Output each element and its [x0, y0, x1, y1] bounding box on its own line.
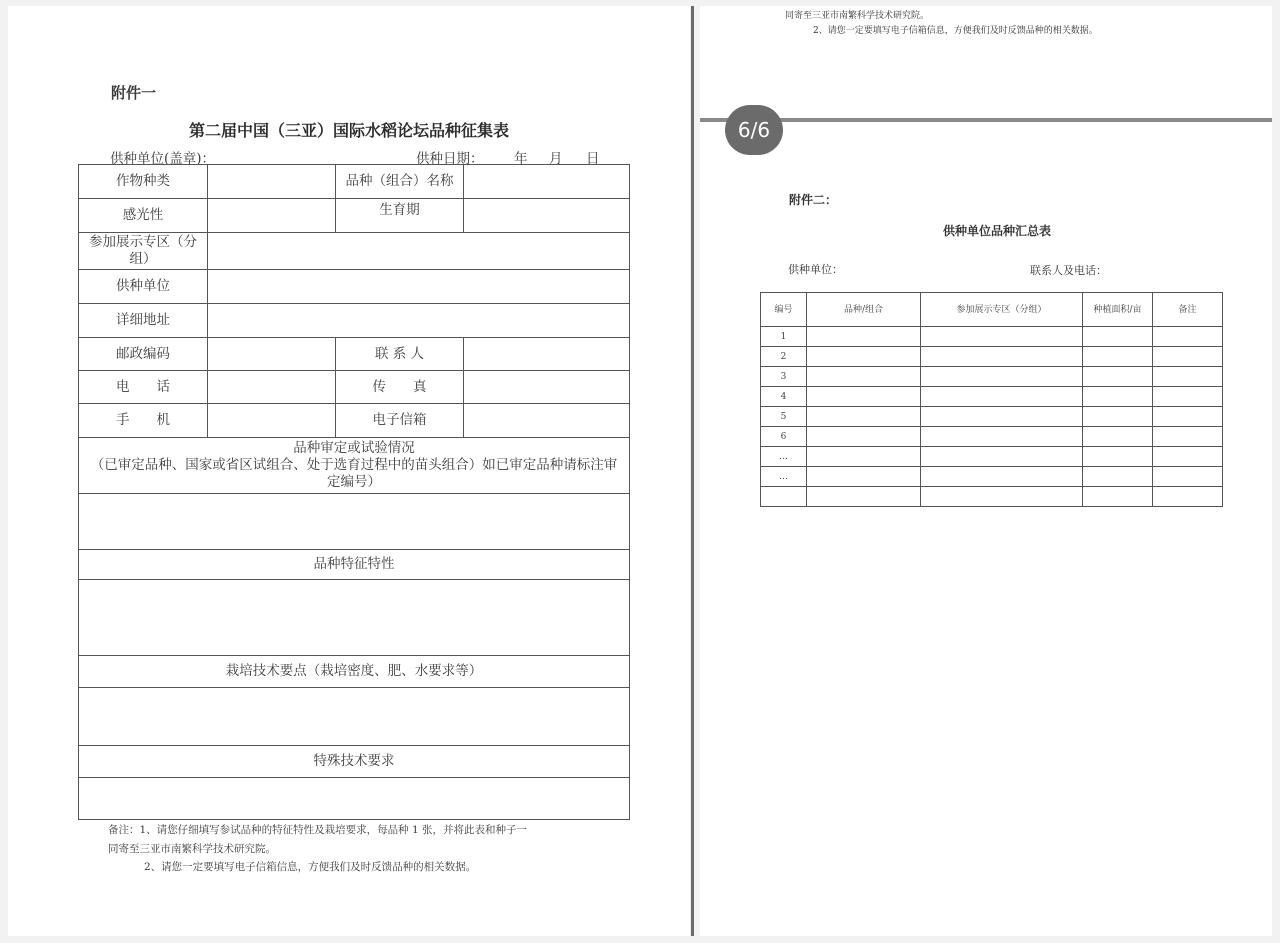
- right-page: [700, 6, 1272, 936]
- special-requirements-field[interactable]: [79, 778, 630, 820]
- summary-contact-label: 联系人及电话：: [1030, 264, 1107, 277]
- email-field[interactable]: [464, 404, 630, 438]
- row-variety-cell[interactable]: [807, 367, 921, 387]
- row-area-cell[interactable]: [1083, 407, 1153, 427]
- exhibit-zone-label: 参加展示专区（分组）: [79, 233, 208, 270]
- crop-type-label: 作物种类: [79, 165, 208, 199]
- row-area-cell[interactable]: [1083, 467, 1153, 487]
- approval-section-header: [79, 438, 630, 494]
- growth-period-label: 生育期: [336, 199, 464, 233]
- row-number: 6: [761, 427, 807, 447]
- variety-collection-form: [78, 164, 630, 820]
- prev-page-note-2: 2、请您一定要填写电子信箱信息，方便我们及时反馈品种的相关数据。: [813, 26, 1098, 36]
- photosensitivity-label: 感光性: [79, 199, 208, 233]
- header-remarks: 备注: [1153, 293, 1223, 327]
- address-label: 详细地址: [79, 304, 208, 338]
- summary-header-row: [761, 293, 1223, 327]
- row-remarks-cell[interactable]: [1153, 347, 1223, 367]
- row-remarks-cell[interactable]: [1153, 407, 1223, 427]
- row-area-cell[interactable]: [1083, 367, 1153, 387]
- email-label: 电子信箱: [336, 404, 464, 438]
- row-zone-cell[interactable]: [921, 407, 1083, 427]
- row-number: 5: [761, 407, 807, 427]
- row-variety-cell[interactable]: [807, 427, 921, 447]
- cultivation-field[interactable]: [79, 688, 630, 746]
- postcode-label: 邮政编码: [79, 338, 208, 371]
- row-number: …: [761, 447, 807, 467]
- header-number: 编号: [761, 293, 807, 327]
- note-1-line-1: 备注：1、请您仔细填写参试品种的特征特性及栽培要求，每品种 1 张，并将此表和种子一: [108, 824, 528, 836]
- date-month: 月: [549, 151, 563, 167]
- row-variety-cell[interactable]: [807, 387, 921, 407]
- phone-field[interactable]: [208, 371, 336, 404]
- row-number: …: [761, 467, 807, 487]
- characteristics-header: 品种特征特性: [79, 550, 630, 580]
- postcode-field[interactable]: [208, 338, 336, 371]
- table-row: [761, 327, 1223, 347]
- page-separator: [700, 118, 1272, 122]
- approval-note: （已审定品种、国家或省区试组合、处于选育过程中的苗头组合）如已审定品种请标注审定编号）: [90, 457, 618, 490]
- summary-table: [760, 292, 1223, 507]
- row-zone-cell[interactable]: [921, 487, 1083, 507]
- row-number: 1: [761, 327, 807, 347]
- table-row: [761, 387, 1223, 407]
- supplier-label: 供种单位: [79, 270, 208, 304]
- fax-label: 传 真: [336, 371, 464, 404]
- row-zone-cell[interactable]: [921, 347, 1083, 367]
- date-day: 日: [586, 151, 600, 167]
- row-number: 3: [761, 367, 807, 387]
- fax-field[interactable]: [464, 371, 630, 404]
- row-area-cell[interactable]: [1083, 427, 1153, 447]
- row-remarks-cell[interactable]: [1153, 467, 1223, 487]
- supplier-field[interactable]: [208, 270, 630, 304]
- row-variety-cell[interactable]: [807, 447, 921, 467]
- row-zone-cell[interactable]: [921, 387, 1083, 407]
- note-2: 2、请您一定要填写电子信箱信息，方便我们及时反馈品种的相关数据。: [144, 861, 477, 873]
- variety-name-field[interactable]: [464, 165, 630, 199]
- row-remarks-cell[interactable]: [1153, 487, 1223, 507]
- row-remarks-cell[interactable]: [1153, 447, 1223, 467]
- row-zone-cell[interactable]: [921, 327, 1083, 347]
- row-remarks-cell[interactable]: [1153, 367, 1223, 387]
- table-row: [761, 427, 1223, 447]
- contact-label: 联 系 人: [336, 338, 464, 371]
- header-planting-area: 种植面积/亩: [1083, 293, 1153, 327]
- table-row: [761, 467, 1223, 487]
- growth-period-field[interactable]: [464, 199, 630, 233]
- row-number: 4: [761, 387, 807, 407]
- approval-heading: 品种审定或试验情况: [293, 440, 415, 456]
- left-page: [8, 6, 690, 936]
- form-title: 第二届中国（三亚）国际水稻论坛品种征集表: [188, 121, 509, 140]
- contact-field[interactable]: [464, 338, 630, 371]
- row-variety-cell[interactable]: [807, 327, 921, 347]
- row-area-cell[interactable]: [1083, 487, 1153, 507]
- row-remarks-cell[interactable]: [1153, 427, 1223, 447]
- row-area-cell[interactable]: [1083, 327, 1153, 347]
- mobile-label: 手 机: [79, 404, 208, 438]
- row-area-cell[interactable]: [1083, 347, 1153, 367]
- row-number: [761, 487, 807, 507]
- table-row: [761, 487, 1223, 507]
- approval-field[interactable]: [79, 494, 630, 550]
- row-area-cell[interactable]: [1083, 387, 1153, 407]
- characteristics-field[interactable]: [79, 580, 630, 656]
- header-exhibit-zone: 参加展示专区（分组）: [921, 293, 1083, 327]
- row-variety-cell[interactable]: [807, 407, 921, 427]
- row-area-cell[interactable]: [1083, 447, 1153, 467]
- address-field[interactable]: [208, 304, 630, 338]
- row-zone-cell[interactable]: [921, 367, 1083, 387]
- attachment-two-label: 附件二：: [789, 193, 838, 207]
- supplier-stamp-label: 供种单位(盖章)：: [110, 151, 216, 167]
- summary-title: 供种单位品种汇总表: [942, 224, 1051, 238]
- page-divider: [691, 6, 694, 936]
- exhibit-zone-field[interactable]: [208, 233, 630, 270]
- attachment-one-label: 附件一: [111, 84, 157, 102]
- page-indicator-badge: 6/6: [725, 105, 783, 155]
- row-remarks-cell[interactable]: [1153, 327, 1223, 347]
- summary-supplier-label: 供种单位：: [788, 263, 843, 276]
- prev-page-note-line: 同寄至三亚市南繁科学技术研究院。: [785, 11, 930, 21]
- header-variety: 品种/组合: [807, 293, 921, 327]
- table-row: [761, 367, 1223, 387]
- special-requirements-header: 特殊技术要求: [79, 746, 630, 778]
- row-remarks-cell[interactable]: [1153, 387, 1223, 407]
- date-year: 年: [514, 151, 528, 167]
- table-row: [761, 447, 1223, 467]
- table-row: [761, 347, 1223, 367]
- cultivation-header: 栽培技术要点（栽培密度、肥、水要求等）: [79, 656, 630, 688]
- photosensitivity-field[interactable]: [208, 199, 336, 233]
- row-variety-cell[interactable]: [807, 467, 921, 487]
- row-variety-cell[interactable]: [807, 347, 921, 367]
- supply-date-label: 供种日期：: [416, 151, 484, 167]
- phone-label: 电 话: [79, 371, 208, 404]
- row-zone-cell[interactable]: [921, 467, 1083, 487]
- row-number: 2: [761, 347, 807, 367]
- row-zone-cell[interactable]: [921, 427, 1083, 447]
- note-1-line-2: 同寄至三亚市南繁科学技术研究院。: [108, 843, 276, 855]
- crop-type-field[interactable]: [208, 165, 336, 199]
- row-zone-cell[interactable]: [921, 447, 1083, 467]
- mobile-field[interactable]: [208, 404, 336, 438]
- table-row: [761, 407, 1223, 427]
- variety-name-label: 品种（组合）名称: [336, 165, 464, 199]
- row-variety-cell[interactable]: [807, 487, 921, 507]
